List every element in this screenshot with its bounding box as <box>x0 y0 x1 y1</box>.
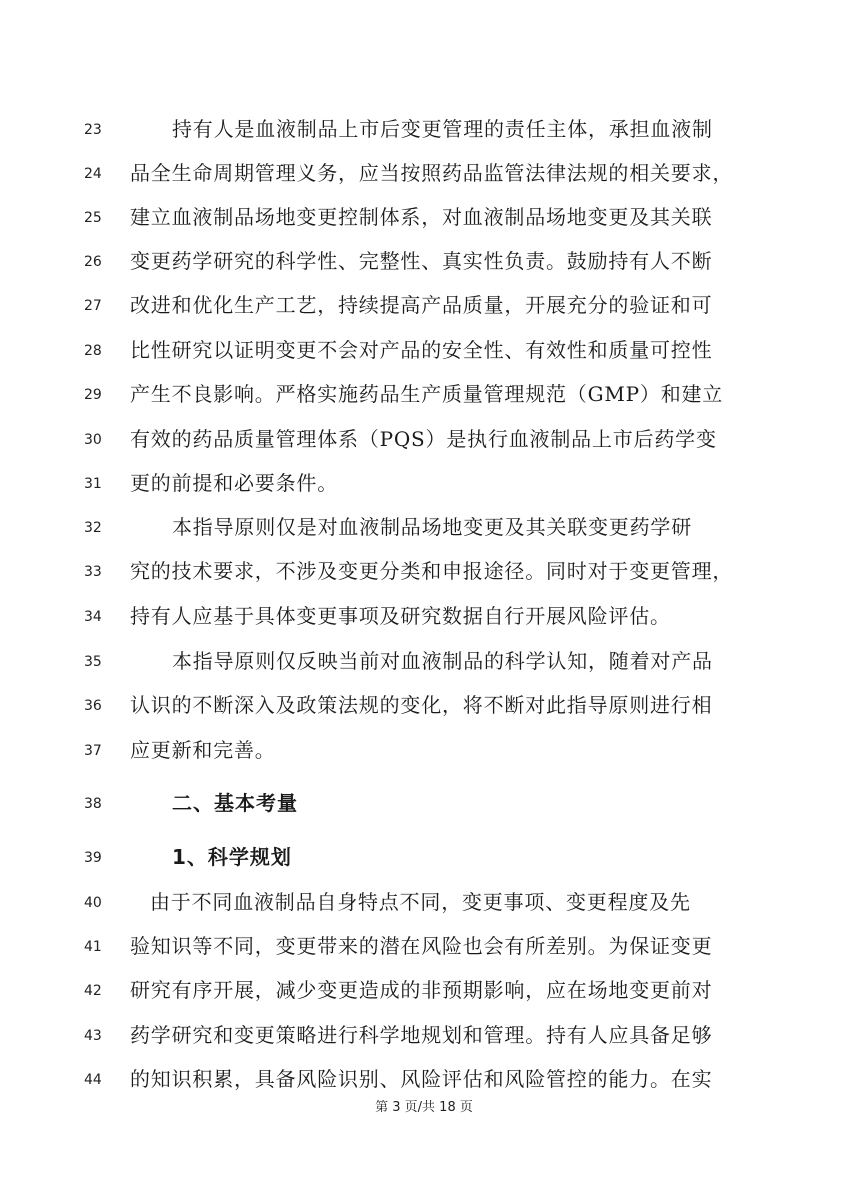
line-text: 变更药学研究的科学性、完整性、真实性负责。鼓励持有人不断 <box>130 249 713 273</box>
line-text: 持有人是血液制品上市后变更管理的责任主体，承担血液制 <box>172 117 713 141</box>
line-27 <box>0 293 848 340</box>
line-35 <box>0 649 848 696</box>
line-number: 25 <box>84 210 102 226</box>
line-number: 28 <box>84 343 102 359</box>
line-number: 33 <box>84 564 102 580</box>
line-33 <box>0 559 848 606</box>
line-23 <box>0 117 848 164</box>
subsection-heading: 1、科学规划 <box>172 845 292 869</box>
line-text: 更的前提和必要条件。 <box>130 471 338 495</box>
page-footer: 第 3 页/共 18 页 <box>375 1100 473 1115</box>
line-number: 36 <box>84 698 102 714</box>
line-text: 建立血液制品场地变更控制体系，对血液制品场地变更及其关联 <box>130 205 713 229</box>
line-number: 24 <box>84 166 102 182</box>
line-text: 究的技术要求，不涉及变更分类和申报途径。同时对于变更管理， <box>130 559 734 583</box>
line-28 <box>0 338 848 385</box>
line-39 <box>0 845 848 892</box>
section-heading: 二、基本考量 <box>172 791 298 815</box>
line-number: 29 <box>84 387 102 403</box>
line-43 <box>0 1023 848 1070</box>
line-text: 研究有序开展，减少变更造成的非预期影响，应在场地变更前对 <box>130 978 713 1002</box>
line-number: 38 <box>84 796 102 812</box>
line-text: 药学研究和变更策略进行科学地规划和管理。持有人应具备足够 <box>130 1023 713 1047</box>
line-text: 由于不同血液制品自身特点不同，变更事项、变更程度及先 <box>150 890 691 914</box>
line-number: 35 <box>84 654 102 670</box>
line-text: 本指导原则仅是对血液制品场地变更及其关联变更药学研 <box>172 515 692 539</box>
line-34 <box>0 604 848 651</box>
line-41 <box>0 934 848 981</box>
line-text: 比性研究以证明变更不会对产品的安全性、有效性和质量可控性 <box>130 338 713 362</box>
line-number: 32 <box>84 520 102 536</box>
line-text: 验知识等不同，变更带来的潜在风险也会有所差别。为保证变更 <box>130 934 713 958</box>
line-number: 30 <box>84 432 102 448</box>
line-26 <box>0 249 848 296</box>
line-number: 34 <box>84 609 102 625</box>
line-text: 改进和优化生产工艺，持续提高产品质量，开展充分的验证和可 <box>130 293 713 317</box>
line-36 <box>0 693 848 740</box>
line-number: 42 <box>84 983 102 999</box>
line-text: 应更新和完善。 <box>130 738 276 762</box>
line-number: 37 <box>84 743 102 759</box>
line-38 <box>0 791 848 838</box>
line-number: 23 <box>84 122 102 138</box>
line-text: 有效的药品质量管理体系（PQS）是执行血液制品上市后药学变 <box>130 427 717 451</box>
line-number: 31 <box>84 476 102 492</box>
line-number: 44 <box>84 1072 102 1088</box>
line-text: 品全生命周期管理义务，应当按照药品监管法律法规的相关要求， <box>130 161 734 185</box>
line-text: 持有人应基于具体变更事项及研究数据自行开展风险评估。 <box>130 604 671 628</box>
line-31 <box>0 471 848 518</box>
line-30 <box>0 427 848 474</box>
line-number: 43 <box>84 1028 102 1044</box>
line-37 <box>0 738 848 785</box>
line-number: 41 <box>84 939 102 955</box>
line-number: 27 <box>84 298 102 314</box>
line-number: 39 <box>84 850 102 866</box>
line-text: 产生不良影响。严格实施药品生产质量管理规范（GMP）和建立 <box>130 382 724 406</box>
line-text: 本指导原则仅反映当前对血液制品的科学认知，随着对产品 <box>172 649 713 673</box>
line-number: 40 <box>84 895 102 911</box>
line-number: 26 <box>84 254 102 270</box>
line-40 <box>0 890 848 937</box>
line-24 <box>0 161 848 208</box>
line-42 <box>0 978 848 1025</box>
line-text: 认识的不断深入及政策法规的变化，将不断对此指导原则进行相 <box>130 693 713 717</box>
line-25 <box>0 205 848 252</box>
line-text: 的知识积累，具备风险识别、风险评估和风险管控的能力。在实 <box>130 1067 713 1091</box>
line-29 <box>0 382 848 429</box>
line-32 <box>0 515 848 562</box>
